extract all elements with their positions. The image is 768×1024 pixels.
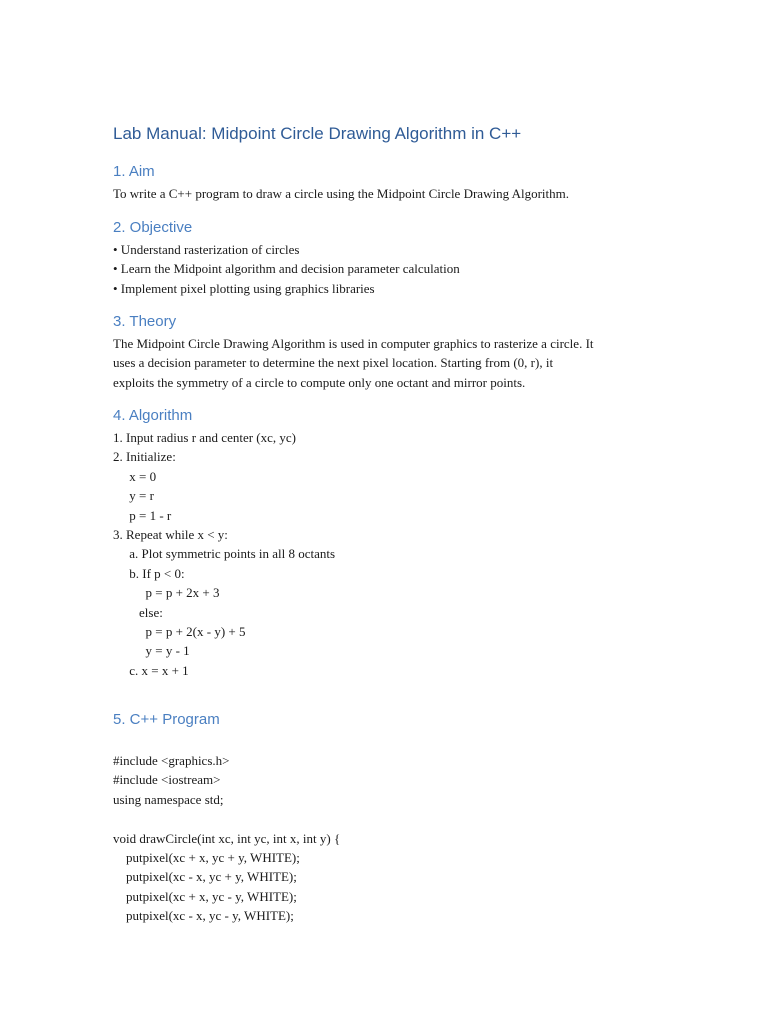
code-line: putpixel(xc - x, yc - y, WHITE); xyxy=(113,908,294,924)
theory-heading: 3. Theory xyxy=(113,313,177,330)
algorithm-heading: 4. Algorithm xyxy=(113,407,193,424)
program-code xyxy=(113,751,340,926)
theory-line: uses a decision parameter to determine the next pixel location. Starting from (0, r), it xyxy=(113,355,554,371)
algorithm-line: a. Plot symmetric points in all 8 octants xyxy=(113,546,336,562)
objective-item: • Learn the Midpoint algorithm and decision parameter calculation xyxy=(113,261,460,277)
algorithm-line: else: xyxy=(113,604,163,620)
algorithm-line: x = 0 xyxy=(113,468,157,484)
objective-list xyxy=(113,240,460,298)
algorithm-line: b. If p < 0: xyxy=(113,565,185,581)
algorithm-line: p = 1 - r xyxy=(113,507,172,523)
algorithm-line: 1. Input radius r and center (xc, yc) xyxy=(113,430,297,445)
algorithm-steps xyxy=(113,428,335,680)
code-line: putpixel(xc - x, yc + y, WHITE); xyxy=(113,869,297,885)
algorithm-line: y = r xyxy=(113,488,154,504)
code-line xyxy=(113,809,340,828)
theory-line: The Midpoint Circle Drawing Algorithm is used in computer graphics to rasterize a circle. It xyxy=(113,336,594,351)
objective-item: • Implement pixel plotting using graphics libraries xyxy=(113,280,375,296)
algorithm-line: c. x = x + 1 xyxy=(113,662,189,678)
document-title: Lab Manual: Midpoint Circle Drawing Algorithm in C++ xyxy=(113,124,522,143)
aim-heading: 1. Aim xyxy=(113,163,155,180)
aim-text: To write a C++ program to draw a circle using the Midpoint Circle Drawing Algorithm. xyxy=(113,186,570,201)
code-line: putpixel(xc + x, yc + y, WHITE); xyxy=(113,849,300,865)
program-heading: 5. C++ Program xyxy=(113,711,220,728)
algorithm-line: y = y - 1 xyxy=(113,643,190,659)
code-line: putpixel(xc + x, yc - y, WHITE); xyxy=(113,888,297,904)
theory-line: exploits the symmetry of a circle to compute only one octant and mirror points. xyxy=(113,374,526,390)
code-line: void drawCircle(int xc, int yc, int x, int y) { xyxy=(113,830,341,846)
algorithm-line: p = p + 2(x - y) + 5 xyxy=(113,623,246,639)
code-line: using namespace std; xyxy=(113,791,224,807)
theory-paragraph xyxy=(113,334,594,392)
algorithm-line: 2. Initialize: xyxy=(113,449,176,465)
code-line: #include <iostream> xyxy=(113,772,221,788)
objective-item: • Understand rasterization of circles xyxy=(113,242,300,257)
objective-heading: 2. Objective xyxy=(113,219,193,236)
algorithm-line: p = p + 2x + 3 xyxy=(113,585,220,601)
code-line: #include <graphics.h> xyxy=(113,753,230,768)
algorithm-line: 3. Repeat while x < y: xyxy=(113,526,228,542)
